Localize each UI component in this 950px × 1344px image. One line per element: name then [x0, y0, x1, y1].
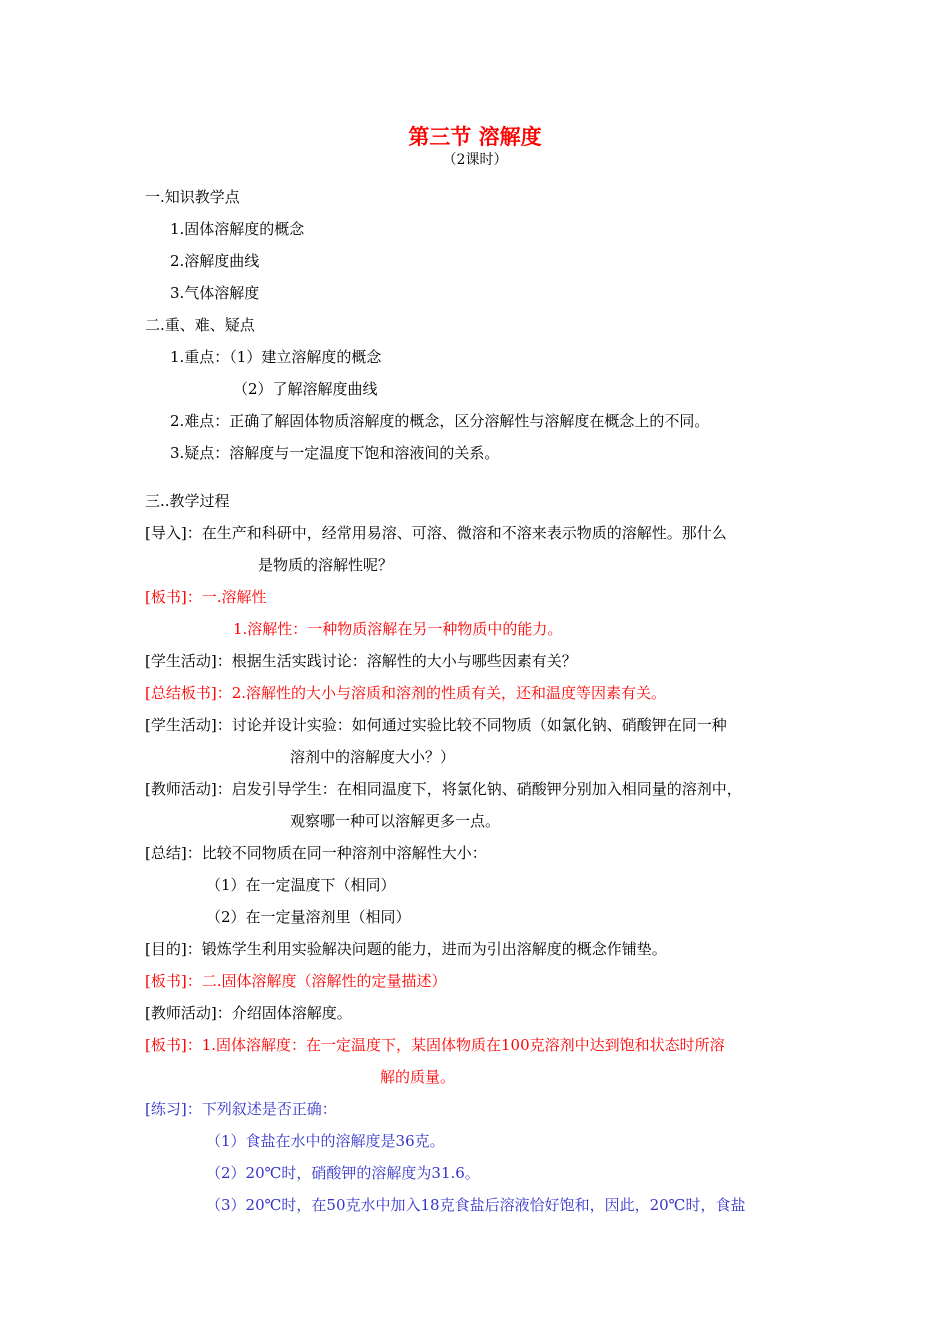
summary-board-note: [总结板书]：2.溶解性的大小与溶质和溶剂的性质有关，还和温度等因素有关。 [145, 684, 667, 702]
list-item: 1.固体溶解度的概念 [170, 220, 305, 238]
section-1-heading: 一.知识教学点 [145, 188, 240, 206]
practice-heading: [练习]：下列叙述是否正确： [145, 1100, 337, 1118]
practice-item-1: （1）食盐在水中的溶解度是36克。 [206, 1132, 445, 1150]
summary-item-1: （1）在一定温度下（相同） [206, 876, 396, 894]
page-title: 第三节 溶解度 [408, 125, 542, 149]
board-note-3-line-1: [板书]：1.固体溶解度：在一定温度下，某固体物质在100克溶剂中达到饱和状态时所溶 [145, 1036, 725, 1054]
teacher-activity-1-line-1: [教师活动]：启发引导学生：在相同温度下，将氯化钠、硝酸钾分别加入相同量的溶剂中， [145, 780, 742, 798]
section-2-heading: 二.重、难、疑点 [145, 316, 255, 334]
list-item: 3.气体溶解度 [170, 284, 260, 302]
summary-heading: [总结]：比较不同物质在同一种溶剂中溶解性大小： [145, 844, 487, 862]
page-subtitle: （2课时） [442, 152, 508, 168]
list-item: 2.溶解度曲线 [170, 252, 260, 270]
summary-item-2: （2）在一定量溶剂里（相同） [206, 908, 411, 926]
section-3-heading: 三..教学过程 [145, 492, 230, 510]
doubt-point: 3.疑点：溶解度与一定温度下饱和溶液间的关系。 [170, 444, 500, 462]
board-note-2: [板书]：二.固体溶解度（溶解性的定量描述） [145, 972, 447, 990]
student-activity-1: [学生活动]：根据生活实践讨论：溶解性的大小与哪些因素有关？ [145, 652, 577, 670]
teacher-activity-1-line-2: 观察哪一种可以溶解更多一点。 [290, 812, 501, 830]
teacher-activity-2: [教师活动]：介绍固体溶解度。 [145, 1004, 352, 1022]
intro-line-1: [导入]：在生产和科研中，经常用易溶、可溶、微溶和不溶来表示物质的溶解性。那什么 [145, 524, 727, 542]
intro-line-2: 是物质的溶解性呢？ [258, 556, 394, 574]
key-point-1: 1.重点：（1）建立溶解度的概念 [170, 348, 382, 366]
difficult-point: 2.难点：正确了解固体物质溶解度的概念，区分溶解性与溶解度在概念上的不同。 [170, 412, 710, 430]
purpose-line: [目的]：锻炼学生利用实验解决问题的能力，进而为引出溶解度的概念作铺垫。 [145, 940, 667, 958]
student-activity-2-line-1: [学生活动]：讨论并设计实验：如何通过实验比较不同物质（如氯化钠、硝酸钾在同一种 [145, 716, 727, 734]
board-definition-1: 1.溶解性：一种物质溶解在另一种物质中的能力。 [233, 620, 563, 638]
practice-item-2: （2）20℃时，硝酸钾的溶解度为31.6。 [206, 1164, 480, 1182]
key-point-2: （2）了解溶解度曲线 [233, 380, 378, 398]
practice-item-3: （3）20℃时，在50克水中加入18克食盐后溶液恰好饱和，因此，20℃时，食盐 [206, 1196, 746, 1214]
student-activity-2-line-2: 溶剂中的溶解度大小？） [290, 748, 456, 766]
board-note-1: [板书]：一.溶解性 [145, 588, 267, 606]
board-note-3-line-2: 解的质量。 [380, 1068, 456, 1086]
